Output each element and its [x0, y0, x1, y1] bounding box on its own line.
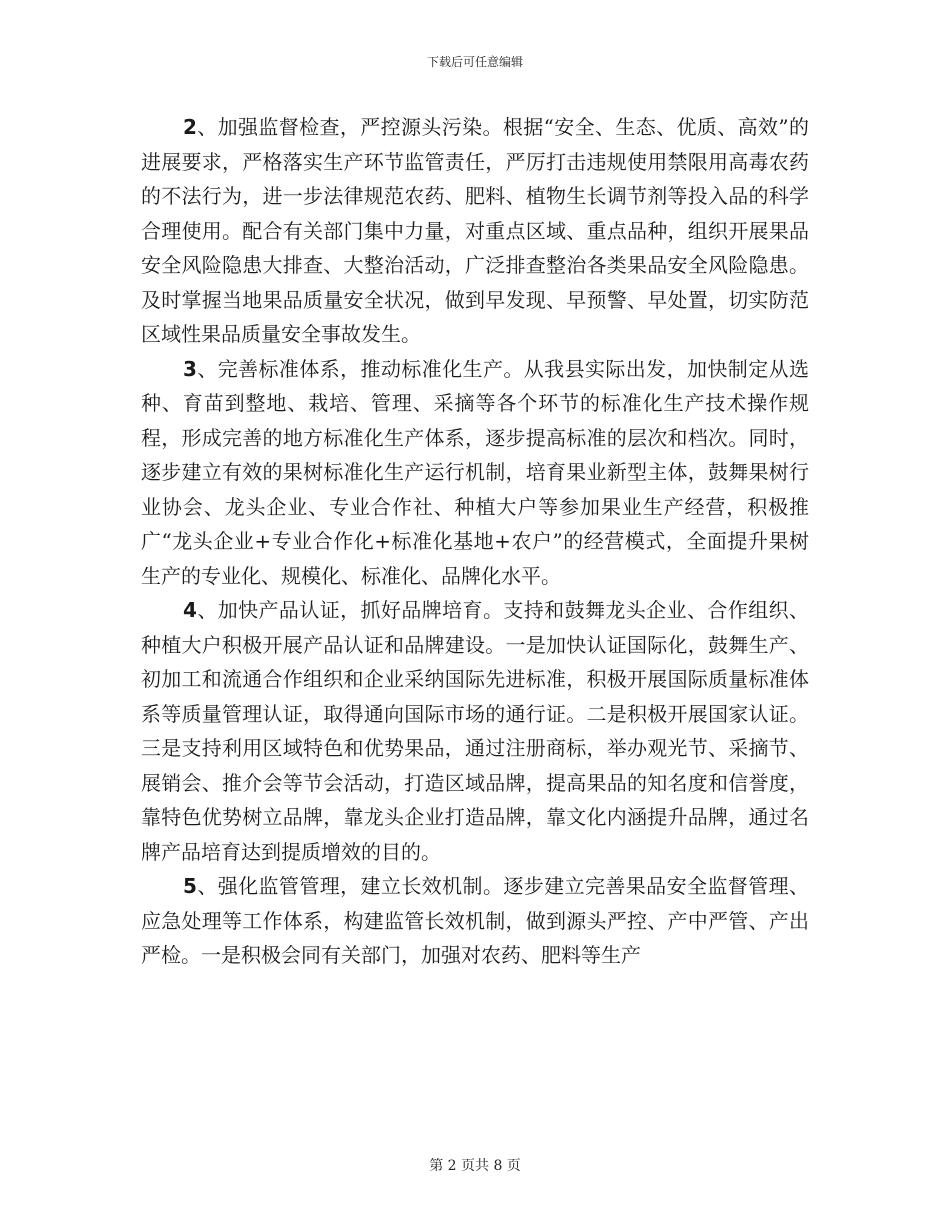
document-body [141, 110, 809, 973]
page-footer: 第 2 页共 8 页 [429, 1158, 521, 1174]
page-header: 下载后可任意编辑 [426, 55, 523, 69]
paragraph-text: 、完善标准体系，推动标准化生产。从我县实际出发，加快制定从选种、育苗到整地、栽培、管理、采摘等各个环节的标准化生产技术操作规程，形成完善的地方标准化生产体系，逐步提高标准的层次和档次。同时，逐步建立有效的果树标准化生产运行机制，培育果业新型主体，鼓舞果树行业协会、龙头企业、专业合作社、种植大户等参加果业生产经营，积极推广“龙头企业+专业合作化+标准化基地+农户”的经营模式，全面提升果树生产的专业化、规模化、标准化、品牌化水平。 [141, 356, 809, 588]
paragraph-5 [141, 869, 809, 973]
paragraph-number: 2 [183, 115, 197, 139]
paragraph-2 [141, 110, 809, 352]
paragraph-text: 、加快产品认证，抓好品牌培育。支持和鼓舞龙头企业、合作组织、种植大户积极开展产品认证和品牌建设。一是加快认证国际化，鼓舞生产、初加工和流通合作组织和企业采纳国际先进标准，积极开展国际质量标准体系等质量管理认证，取得通向国际市场的通行证。二是积极开展国家认证。三是支持利用区域特色和优势果品，通过注册商标，举办观光节、采摘节、展销会、推介会等节会活动，打造区域品牌，提高果品的知名度和信誉度，靠特色优势树立品牌，靠龙头企业打造品牌，靠文化内涵提升品牌，通过名牌产品培育达到提质增效的目的。 [141, 598, 809, 864]
paragraph-number: 3 [183, 356, 197, 381]
paragraph-number: 5 [183, 874, 197, 898]
paragraph-3 [141, 352, 809, 594]
paragraph-number: 4 [183, 598, 197, 622]
paragraph-text: 、强化监管管理，建立长效机制。逐步建立完善果品安全监督管理、应急处理等工作体系，构建监管长效机制，做到源头严控、产中严管、产出严检。一是积极会同有关部门，加强对农药、肥料等生产 [141, 874, 809, 967]
paragraph-text: 、加强监督检查，严控源头污染。根据“安全、生态、优质、高效”的进展要求，严格落实生产环节监管责任，严厉打击违规使用禁限用高毒农药的不法行为，进一步法律规范农药、肥料、植物生长调节剂等投入品的科学合理使用。配合有关部门集中力量，对重点区域、重点品种，组织开展果品安全风险隐患大排查、大整治活动，广泛排查整治各类果品安全风险隐患。及时掌握当地果品质量安全状况，做到早发现、早预警、早处置，切实防范区域性果品质量安全事故发生。 [141, 115, 809, 346]
paragraph-4 [141, 593, 809, 869]
